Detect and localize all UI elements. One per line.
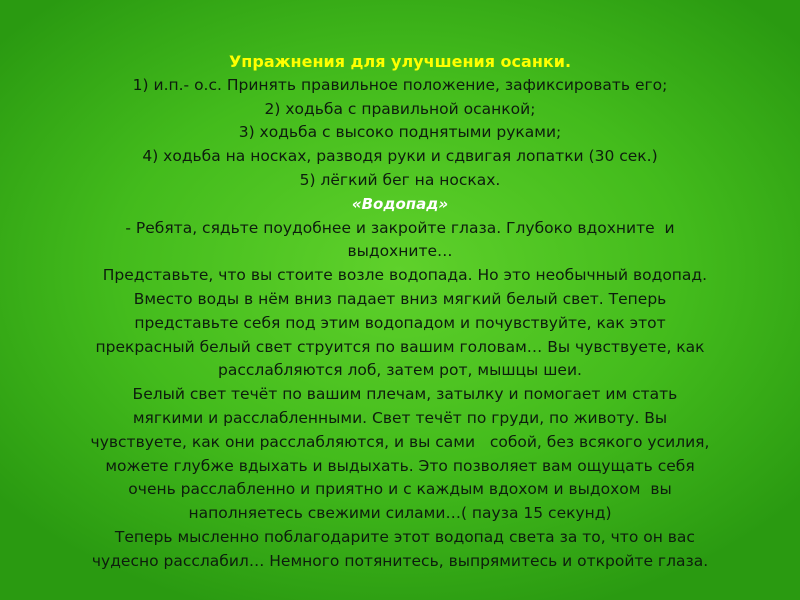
exercise-item-5: 5) лёгкий бег на носках. [299,170,501,189]
body-line-1: - Ребята, сядьте поудобнее и закройте глаза. Глубоко вдохните и [125,218,675,237]
body-line-3: Представьте, что вы стоите возле водопада. Но это необычный водопад. [92,266,708,285]
exercise-item-4: 4) ходьба на носках, разводя руки и сдвигая лопатки (30 сек.) [142,147,658,166]
exercise-item-2: 2) ходьба с правильной осанкой; [264,99,536,118]
slide-content [30,50,770,574]
body-line-4: Вместо воды в нём вниз падает вниз мягкий белый свет. Теперь [133,289,667,308]
body-line-12: очень расслабленно и приятно и с каждым вдохом и выдохом вы [128,480,672,499]
body-line-5: представьте себя под этим водопадом и почувствуйте, как этот [134,313,666,332]
body-line-7: расслабляются лоб, затем рот, мышцы шеи. [218,361,582,380]
exercise-item-1: 1) и.п.- о.с. Принять правильное положение, зафиксировать его; [132,75,668,94]
body-line-2: выдохните… [347,242,453,261]
body-line-14: Теперь мысленно поблагодарите этот водопад света за то, что он вас [105,527,695,546]
body-line-11: можете глубже вдыхать и выдыхать. Это позволяет вам ощущать себя [105,456,695,475]
section-subtitle: «Водопад» [351,194,449,213]
body-line-13: наполняетесь свежими силами…( пауза 15 секунд) [188,504,612,523]
body-line-15: чудесно расслабил… Немного потянитесь, выпрямитесь и откройте глаза. [91,551,709,570]
slide-title: Упражнения для улучшения осанки. [228,52,572,71]
body-line-10: чувствуете, как они расслабляются, и вы сами собой, без всякого усилия, [90,432,710,451]
body-line-6: прекрасный белый свет струится по вашим головам… Вы чувствуете, как [95,337,705,356]
body-line-8: Белый свет течёт по вашим плечам, затылку и помогает им стать [122,385,678,404]
exercise-item-3: 3) ходьба с высоко поднятыми руками; [238,123,562,142]
body-line-9: мягкими и расслабленными. Свет течёт по груди, по животу. Вы [132,408,668,427]
